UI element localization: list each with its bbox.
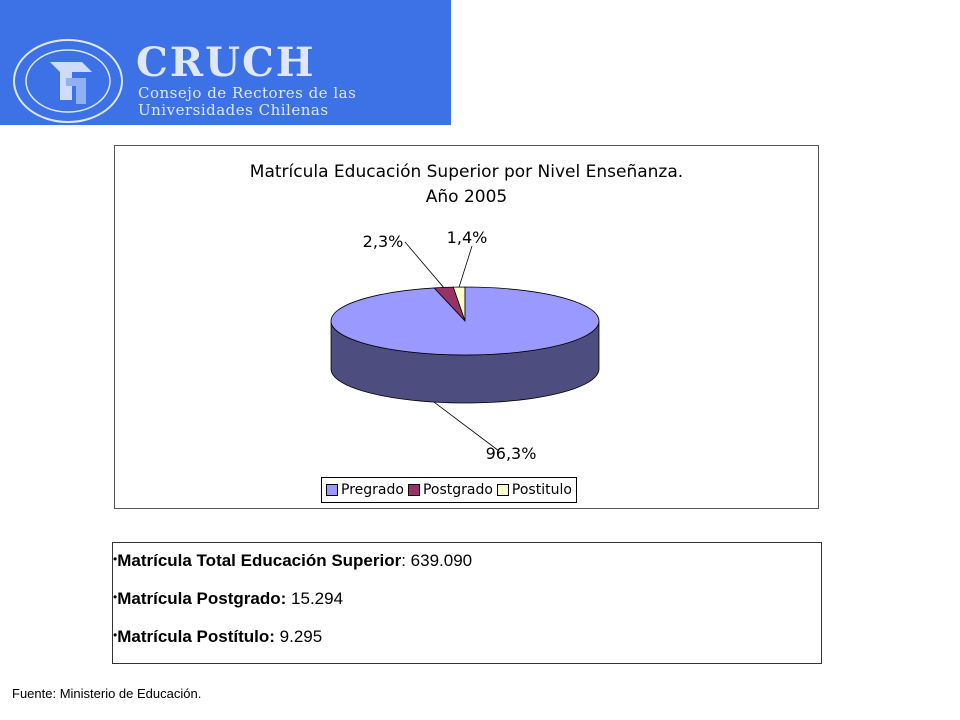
legend-swatch-postgrado bbox=[408, 484, 420, 496]
leader-line-postitulo bbox=[459, 246, 472, 287]
legend-label-postitulo: Postitulo bbox=[511, 482, 572, 498]
legend-swatch-pregrado bbox=[326, 484, 338, 496]
legend-label-postgrado: Postgrado bbox=[422, 482, 493, 498]
chart-legend bbox=[321, 477, 577, 503]
stat-postitulo-label: Matrícula Postítulo: bbox=[117, 627, 275, 646]
stat-postgrado-label: Matrícula Postgrado: bbox=[117, 589, 287, 608]
chart-title-line1: Matrícula Educación Superior por Nivel Enseñanza. bbox=[249, 162, 684, 182]
logo-title: CRUCH bbox=[136, 39, 316, 86]
data-label-postgrado: 2,3% bbox=[362, 232, 404, 251]
leader-line-postgrado bbox=[405, 242, 444, 287]
stat-postgrado-value: 15.294 bbox=[291, 589, 344, 608]
data-label-postitulo: 1,4% bbox=[446, 228, 488, 247]
header-banner bbox=[0, 0, 451, 125]
stat-total-value: 639.090 bbox=[410, 551, 473, 570]
stat-postgrado: •Matrícula Postgrado: 15.294 bbox=[113, 589, 344, 608]
stat-postitulo-value: 9.295 bbox=[279, 627, 323, 646]
pie-chart bbox=[114, 145, 819, 509]
logo-subtitle-line2: Universidades Chilenas bbox=[138, 101, 329, 119]
legend-item-postgrado bbox=[408, 482, 493, 498]
data-label-pregrado: 96,3% bbox=[485, 444, 537, 463]
chart-title-line2: Año 2005 bbox=[425, 187, 508, 207]
cruch-seal-icon bbox=[12, 38, 124, 124]
logo-subtitle-line1: Consejo de Rectores de las bbox=[138, 84, 357, 102]
stat-total: •Matrícula Total Educación Superior: 639.090 bbox=[113, 551, 473, 570]
legend-swatch-postitulo bbox=[497, 484, 509, 496]
pie-chart-svg bbox=[115, 146, 818, 508]
logo-subtitle bbox=[138, 85, 356, 119]
stats-box bbox=[112, 542, 822, 664]
stat-postitulo: •Matrícula Postítulo: 9.295 bbox=[113, 627, 323, 646]
stat-total-label: Matrícula Total Educación Superior bbox=[117, 551, 402, 570]
legend-label-pregrado: Pregrado bbox=[341, 482, 404, 498]
pie-slice-pregrado bbox=[331, 287, 599, 355]
source-note: Fuente: Ministerio de Educación. bbox=[12, 686, 202, 701]
legend-item-postitulo bbox=[497, 482, 572, 498]
legend-item-pregrado bbox=[326, 482, 404, 498]
